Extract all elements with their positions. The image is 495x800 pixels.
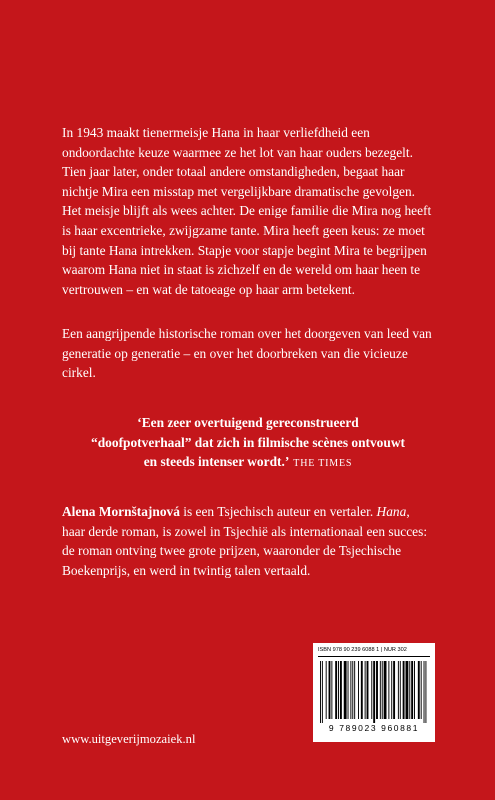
barcode-bar xyxy=(344,661,347,719)
barcode-bar xyxy=(354,661,355,719)
barcode-bar xyxy=(380,661,381,719)
barcode-bar xyxy=(371,661,372,719)
barcode-bar xyxy=(384,661,387,719)
blurb-paragraph-2: Een aangrijpende historische roman over het doorgeven van leed van generatie op generatie – en over het doorbreken van die vicieuze cirkel. xyxy=(62,326,432,381)
barcode-bar xyxy=(421,661,422,719)
barcode-bar xyxy=(376,661,378,719)
barcode-bar xyxy=(320,661,321,723)
author-bio-text-1: is een Tsjechisch auteur en vertaler. xyxy=(179,504,377,519)
quote-line-1: ‘Een zeer overtuigend gereconstrueerd xyxy=(137,415,359,430)
barcode-bar xyxy=(414,661,415,719)
barcode-bar xyxy=(406,661,409,719)
barcode-digits: 9 789023 960881 xyxy=(328,723,420,733)
barcode-bar xyxy=(424,661,425,723)
barcode-bar xyxy=(322,661,323,723)
barcode-bar xyxy=(391,661,392,719)
author-name: Alena Mornštajnová xyxy=(62,504,180,519)
publisher-website-link[interactable]: www.uitgeverijmozaiek.nl xyxy=(62,732,196,746)
barcode-bar xyxy=(358,661,359,719)
barcode-bar xyxy=(348,661,349,719)
quote-line-2: “doofpotverhaal” dat zich in filmische scènes ontvouwt xyxy=(91,434,405,450)
barcode-box xyxy=(313,643,435,742)
barcode-bar xyxy=(326,661,327,719)
barcode-bar xyxy=(400,661,401,719)
barcode-bar xyxy=(352,661,353,719)
quote-line-3 xyxy=(62,452,434,474)
barcode-bar xyxy=(382,661,383,719)
barcode-bar xyxy=(393,661,395,719)
review-quote xyxy=(62,413,434,474)
author-bio xyxy=(62,502,434,580)
barcode-bar xyxy=(350,661,351,719)
barcode-bar xyxy=(388,661,389,719)
barcode-bar xyxy=(409,661,410,719)
barcode-bar xyxy=(365,661,366,719)
barcode-bar xyxy=(361,661,363,719)
barcode-bar xyxy=(425,661,426,723)
barcode-bar xyxy=(398,661,399,719)
author-bio-text-2: , haar derde roman, is zowel in Tsjechië als internationaal een succes: de roman ontving twee grote prijzen, waaronder de Tsjechische Boekenprijs, en werd in twintig talen vertaald. xyxy=(62,504,428,578)
book-title: Hana xyxy=(376,504,407,519)
barcode-bar xyxy=(340,661,342,719)
barcode-bar xyxy=(338,661,339,719)
barcode-bar xyxy=(418,661,420,719)
quote-line-3-text: en steeds intenser wordt.’ xyxy=(143,454,290,470)
barcode-bar xyxy=(367,661,369,719)
quote-source: THE TIMES xyxy=(293,458,353,470)
barcode-bar xyxy=(373,661,375,723)
barcode-bar xyxy=(335,661,337,719)
barcode-bar xyxy=(403,661,405,719)
barcode-bar xyxy=(331,661,332,719)
barcode-bar xyxy=(329,661,331,719)
barcode-icon xyxy=(318,661,430,723)
barcode-bar xyxy=(411,661,413,719)
isbn-nur-line: ISBN 978 90 239 6088 1 | NUR 302 xyxy=(318,647,430,657)
blurb-paragraph-1: In 1943 maakt tienermeisje Hana in haar verliefdheid een ondoordachte keuze waarmee ze het lot van haar ouders bezegelt. Tien jaar later, onder totaal andere omstandigheden, begaat haar nichtje Mira een misstap met vergelijkbare dramatische gevolgen. Het meisje blijft als wees achter. De enige familie die Mira nog heeft is haar excentrieke, zwijgzame tante. Mira heeft geen keus: ze moet bij tante Hana intrekken. Stapje voor stapje begint Mira te begrijpen waarom Hana niet in staat is zichzelf en de wereld om haar heen te vertrouwen – en wat de tatoeage op haar arm betekent. xyxy=(62,125,432,297)
